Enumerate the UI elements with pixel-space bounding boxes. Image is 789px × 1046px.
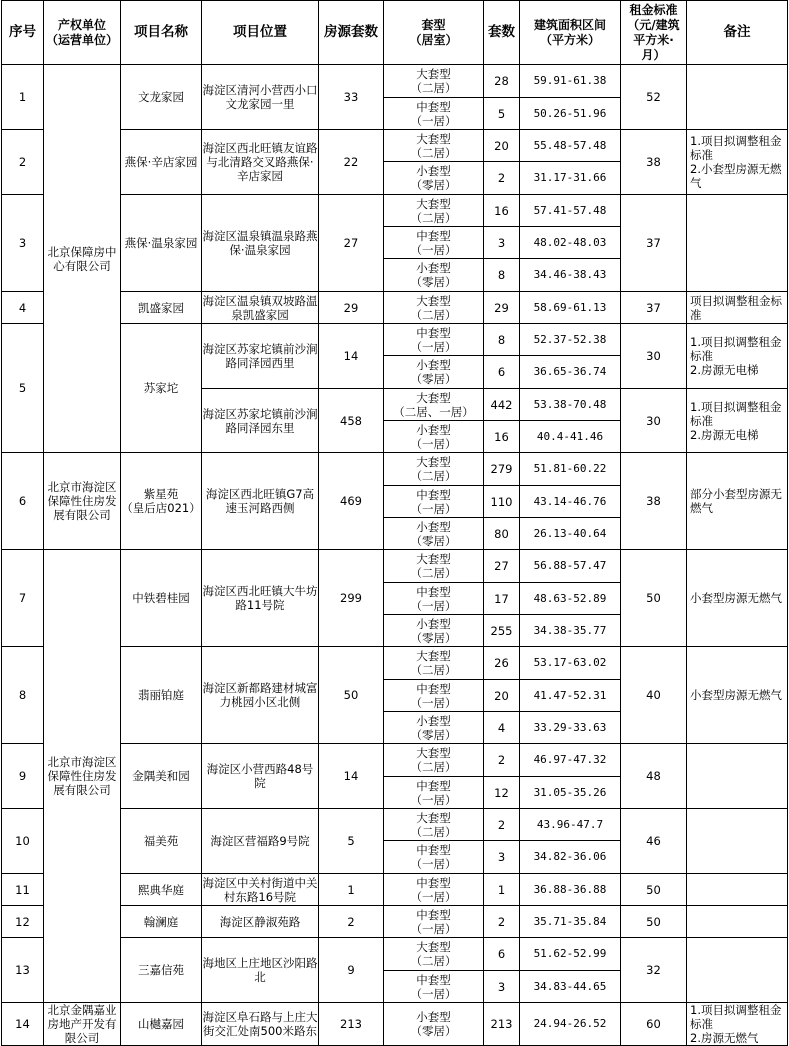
rent-cell: 30: [621, 324, 687, 389]
seq-cell: 12: [2, 906, 44, 938]
location-cell: 海淀区西北旺镇友谊路与北清路交叉路燕保·辛店家园: [202, 130, 319, 195]
units-cell: 14: [319, 324, 384, 389]
count-cell: 3: [484, 971, 520, 1003]
area-cell: 48.02-48.03: [520, 227, 621, 259]
type-cell: 中套型 （一居）: [384, 874, 484, 906]
type-cell: 大套型 （二居、一居）: [384, 389, 484, 421]
type-cell: 中套型 （一居）: [384, 98, 484, 130]
location-cell: 海淀区营福路9号院: [202, 809, 319, 874]
project-name-cell: 燕保·辛店家园: [121, 130, 202, 195]
seq-cell: 13: [2, 938, 44, 1003]
project-name-cell: 山樾嘉园: [121, 1003, 202, 1046]
rent-cell: 38: [621, 130, 687, 195]
count-cell: 8: [484, 324, 520, 356]
note-cell: 项目拟调整租金标准: [687, 292, 788, 324]
seq-cell: 11: [2, 874, 44, 906]
area-cell: 34.83-44.65: [520, 971, 621, 1003]
rent-cell: 37: [621, 292, 687, 324]
owner-cell: 北京金隅嘉业房地产开发有限公司: [44, 1003, 121, 1046]
count-cell: 6: [484, 356, 520, 389]
area-cell: 50.26-51.96: [520, 98, 621, 130]
type-cell: 中套型 （一居）: [384, 583, 484, 615]
area-cell: 36.65-36.74: [520, 356, 621, 389]
project-name-cell: 紫星苑 （皇后店021）: [121, 453, 202, 550]
header-name: 项目名称: [121, 1, 202, 65]
count-cell: 442: [484, 389, 520, 421]
type-cell: 中套型 （一居）: [384, 486, 484, 518]
area-cell: 41.47-52.31: [520, 680, 621, 712]
owner-cell: 北京市海淀区保障性住房发展有限公司: [44, 453, 121, 550]
location-cell: 海淀区阜石路与上庄大街交汇处南500米路东: [202, 1003, 319, 1046]
units-cell: 29: [319, 292, 384, 324]
location-cell: 海淀区小营西路48号院: [202, 744, 319, 809]
type-cell: 大套型 （二居）: [384, 809, 484, 841]
housing-table: [1, 0, 788, 1046]
project-name-cell: 翰澜庭: [121, 906, 202, 938]
rent-cell: 60: [621, 1003, 687, 1046]
type-cell: 中套型 （一居）: [384, 227, 484, 259]
area-cell: 51.81-60.22: [520, 453, 621, 486]
header-seq: 序号: [2, 1, 44, 65]
project-name-cell: 熙典华庭: [121, 874, 202, 906]
header-area: 建筑面积区间 （平方米）: [520, 1, 621, 65]
area-cell: 48.63-52.89: [520, 583, 621, 615]
seq-cell: 1: [2, 65, 44, 130]
seq-cell: 5: [2, 324, 44, 453]
count-cell: 29: [484, 292, 520, 324]
rent-cell: 46: [621, 809, 687, 874]
units-cell: 14: [319, 744, 384, 809]
type-cell: 大套型 （二居）: [384, 647, 484, 680]
count-cell: 5: [484, 98, 520, 130]
owner-cell: 北京保障房中心有限公司: [44, 65, 121, 453]
units-cell: 2: [319, 906, 384, 938]
seq-cell: 8: [2, 647, 44, 744]
rent-cell: 32: [621, 938, 687, 1003]
area-cell: 40.4-41.46: [520, 421, 621, 453]
count-cell: 8: [484, 259, 520, 292]
seq-cell: 3: [2, 195, 44, 292]
units-cell: 299: [319, 550, 384, 647]
units-cell: 1: [319, 874, 384, 906]
area-cell: 34.38-35.77: [520, 615, 621, 647]
header-count: 套数: [484, 1, 520, 65]
type-cell: 中套型 （一居）: [384, 680, 484, 712]
count-cell: 16: [484, 421, 520, 453]
seq-cell: 4: [2, 292, 44, 324]
type-cell: 大套型 （二居）: [384, 65, 484, 98]
rent-cell: 50: [621, 874, 687, 906]
count-cell: 213: [484, 1003, 520, 1046]
count-cell: 27: [484, 550, 520, 583]
area-cell: 53.17-63.02: [520, 647, 621, 680]
type-cell: 小套型 （零居）: [384, 259, 484, 292]
location-cell: 海地区上庄地区沙阳路北: [202, 938, 319, 1003]
area-cell: 52.37-52.38: [520, 324, 621, 356]
note-cell: [687, 938, 788, 1003]
table-row: [2, 453, 788, 486]
rent-cell: 40: [621, 647, 687, 744]
rent-cell: 50: [621, 550, 687, 647]
area-cell: 51.62-52.99: [520, 938, 621, 971]
type-cell: 小套型 （零居）: [384, 518, 484, 550]
count-cell: 2: [484, 906, 520, 938]
header-units: 房源套数: [319, 1, 384, 65]
units-cell: 50: [319, 647, 384, 744]
project-name-cell: 中铁碧桂园: [121, 550, 202, 647]
count-cell: 3: [484, 841, 520, 874]
rent-cell: 30: [621, 389, 687, 453]
count-cell: 6: [484, 938, 520, 971]
type-cell: 中套型 （一居）: [384, 971, 484, 1003]
location-cell: 海淀区苏家坨镇前沙涧路同泽园西里: [202, 324, 319, 389]
table-row: [2, 1003, 788, 1046]
type-cell: 小套型 （一居）: [384, 421, 484, 453]
seq-cell: 14: [2, 1003, 44, 1046]
location-cell: 海淀区西北旺镇G7高速玉河路西侧: [202, 453, 319, 550]
header-type: 套型 （居室）: [384, 1, 484, 65]
project-name-cell: 凯盛家园: [121, 292, 202, 324]
seq-cell: 10: [2, 809, 44, 874]
note-cell: [687, 65, 788, 130]
units-cell: 469: [319, 453, 384, 550]
area-cell: 55.48-57.48: [520, 130, 621, 162]
count-cell: 26: [484, 647, 520, 680]
header-rent: 租金标准 （元/建筑 平方米· 月）: [621, 1, 687, 65]
project-name-cell: 翡丽铂庭: [121, 647, 202, 744]
note-cell: [687, 809, 788, 874]
count-cell: 12: [484, 777, 520, 809]
type-cell: 小套型 （零居）: [384, 162, 484, 195]
header-owner: 产权单位 （运营单位）: [44, 1, 121, 65]
location-cell: 海淀区新都路建材城富力桃园小区北侧: [202, 647, 319, 744]
area-cell: 31.17-31.66: [520, 162, 621, 195]
table-row: [2, 65, 788, 98]
note-cell: [687, 744, 788, 809]
seq-cell: 7: [2, 550, 44, 647]
area-cell: 26.13-40.64: [520, 518, 621, 550]
location-cell: 海淀区清河小营西小口文龙家园一里: [202, 65, 319, 130]
note-cell: 小套型房源无燃气: [687, 550, 788, 647]
count-cell: 2: [484, 809, 520, 841]
seq-cell: 9: [2, 744, 44, 809]
type-cell: 大套型 （二居）: [384, 550, 484, 583]
count-cell: 1: [484, 874, 520, 906]
type-cell: 小套型 （零居）: [384, 356, 484, 389]
location-cell: 海淀区中关村街道中关村东路16号院: [202, 875, 318, 904]
type-cell: 中套型 （一居）: [384, 324, 484, 356]
type-cell: 大套型 （二居）: [384, 938, 484, 971]
count-cell: 110: [484, 486, 520, 518]
area-cell: 56.88-57.47: [520, 550, 621, 583]
rent-cell: 48: [621, 744, 687, 809]
project-name-cell: 燕保·温泉家园: [121, 195, 202, 292]
rent-cell: 37: [621, 195, 687, 292]
note-cell: 1.项目拟调整租金标准 2.房源无燃气: [687, 1003, 788, 1046]
area-cell: 31.05-35.26: [520, 777, 621, 809]
type-cell: 大套型 （二居）: [384, 130, 484, 162]
type-cell: 大套型 （二居）: [384, 453, 484, 486]
count-cell: 16: [484, 195, 520, 227]
count-cell: 20: [484, 680, 520, 712]
project-name-cell: 金隅美和园: [121, 744, 202, 809]
seq-cell: 6: [2, 453, 44, 550]
location-cell: 海淀区温泉镇双坡路温泉凯盛家园: [202, 293, 318, 322]
area-cell: 53.38-70.48: [520, 389, 621, 421]
table-body: [2, 65, 788, 1046]
area-cell: 36.88-36.88: [520, 874, 621, 906]
area-cell: 59.91-61.38: [520, 65, 621, 98]
units-cell: 213: [319, 1003, 384, 1046]
count-cell: 255: [484, 615, 520, 647]
note-cell: 部分小套型房源无燃气: [687, 453, 788, 550]
type-cell: 小套型 （零居）: [384, 1003, 484, 1046]
note-cell: 小套型房源无燃气: [687, 647, 788, 744]
table-row: [2, 550, 788, 583]
units-cell: 9: [319, 938, 384, 1003]
area-cell: 24.94-26.52: [520, 1003, 621, 1046]
type-cell: 小套型 （零居）: [384, 615, 484, 647]
type-cell: 大套型 （二居）: [384, 292, 484, 324]
area-cell: 43.14-46.76: [520, 486, 621, 518]
note-cell: [687, 906, 788, 938]
units-cell: 33: [319, 65, 384, 130]
header-note: 备注: [687, 1, 788, 65]
units-cell: 22: [319, 130, 384, 195]
location-cell: 海淀区西北旺镇大牛坊路11号院: [202, 550, 319, 647]
area-cell: 34.46-38.43: [520, 259, 621, 292]
note-cell: [687, 195, 788, 292]
area-cell: 46.97-47.32: [520, 744, 621, 777]
project-name-cell: 福美苑: [121, 809, 202, 874]
location-cell: 海淀区温泉镇温泉路燕保·温泉家园: [202, 195, 319, 292]
count-cell: 28: [484, 65, 520, 98]
units-cell: 27: [319, 195, 384, 292]
area-cell: 34.82-36.06: [520, 841, 621, 874]
area-cell: 35.71-35.84: [520, 906, 621, 938]
rent-cell: 52: [621, 65, 687, 130]
type-cell: 小套型 （零居）: [384, 712, 484, 744]
project-name-cell: 文龙家园: [121, 65, 202, 130]
area-cell: 57.41-57.48: [520, 195, 621, 227]
owner-cell: 北京市海淀区保障性住房发展有限公司: [44, 550, 121, 1003]
type-cell: 中套型 （一居）: [384, 906, 484, 938]
rent-cell: 38: [621, 453, 687, 550]
type-cell: 中套型 （一居）: [384, 777, 484, 809]
location-cell: 海淀区静淑苑路: [202, 906, 319, 938]
rent-cell: 50: [621, 906, 687, 938]
count-cell: 279: [484, 453, 520, 486]
note-cell: [687, 874, 788, 906]
type-cell: 大套型 （二居）: [384, 744, 484, 777]
type-cell: 中套型 （一居）: [384, 841, 484, 874]
note-cell: 1.项目拟调整租金标准 2.房源无电梯: [687, 324, 788, 389]
count-cell: 80: [484, 518, 520, 550]
note-cell: 1.项目拟调整租金标准 2.小套型房源无燃气: [687, 130, 788, 195]
location-cell: 海淀区苏家坨镇前沙涧路同泽园东里: [202, 389, 319, 453]
note-cell: 1.项目拟调整租金标准 2.房源无电梯: [687, 389, 788, 453]
count-cell: 20: [484, 130, 520, 162]
project-name-cell: 苏家坨: [121, 324, 202, 453]
count-cell: 3: [484, 227, 520, 259]
header-location: 项目位置: [202, 1, 319, 65]
count-cell: 4: [484, 712, 520, 744]
count-cell: 2: [484, 162, 520, 195]
seq-cell: 2: [2, 130, 44, 195]
count-cell: 2: [484, 744, 520, 777]
units-cell: 5: [319, 809, 384, 874]
area-cell: 58.69-61.13: [520, 292, 621, 324]
project-name-cell: 三嘉信苑: [121, 938, 202, 1003]
count-cell: 17: [484, 583, 520, 615]
area-cell: 33.29-33.63: [520, 712, 621, 744]
area-cell: 43.96-47.7: [520, 809, 621, 841]
type-cell: 大套型 （二居）: [384, 195, 484, 227]
units-cell: 458: [319, 389, 384, 453]
